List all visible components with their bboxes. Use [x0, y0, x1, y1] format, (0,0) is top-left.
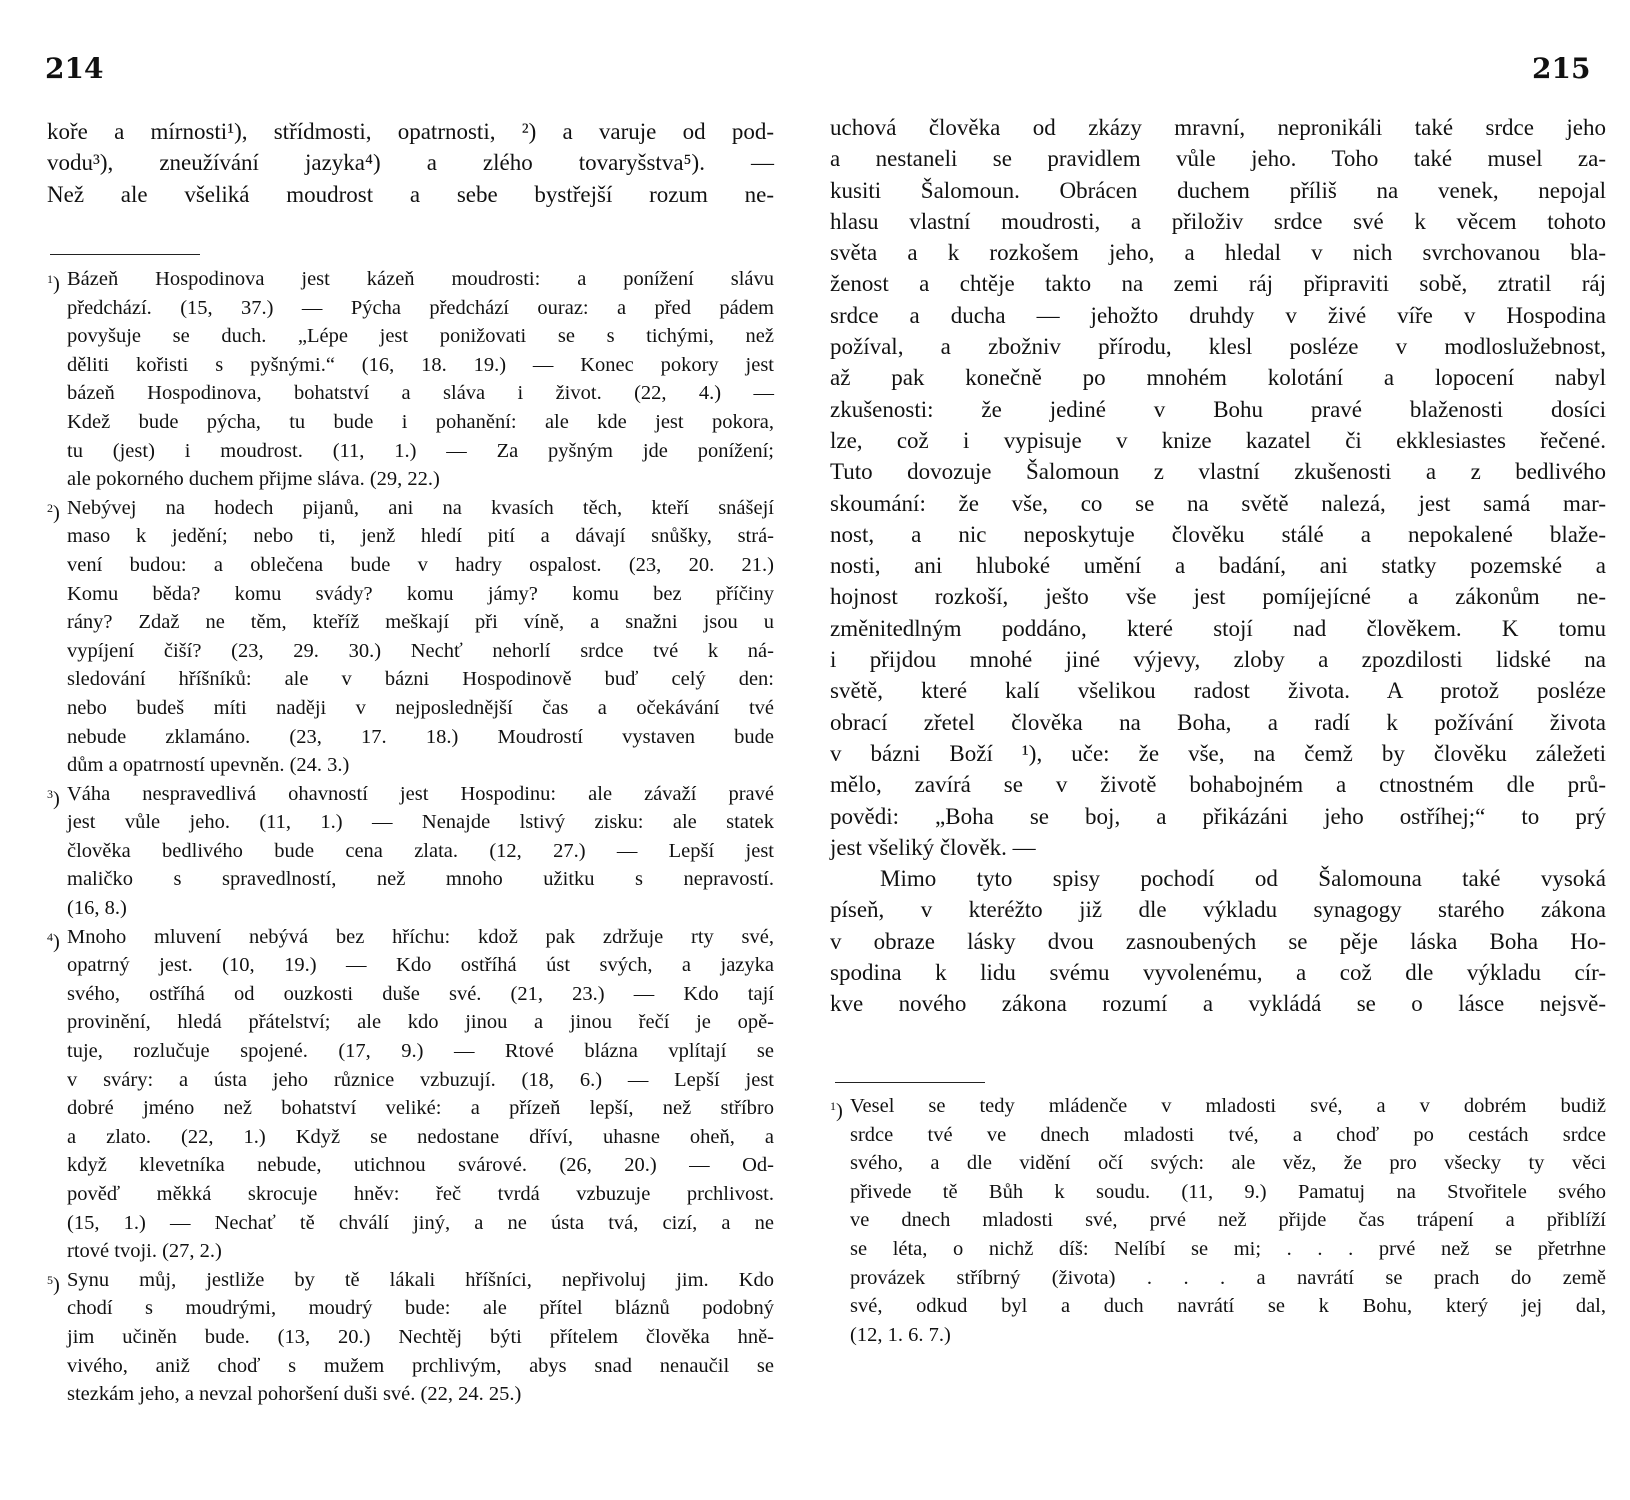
- footnote: [47, 494, 774, 780]
- footnote-line: provázek stříbrný (života) . . . a navrátí se prach do země: [850, 1266, 1606, 1289]
- footnote-marker: $^3$): [47, 786, 60, 810]
- footnote-line: svého, a dle vidění očí svých: ale věz, že pro všecky ty věci: [850, 1152, 1606, 1175]
- footnote-line: svého, ostříhá od ouzkosti duše své. (21, 23.) — Kdo tají: [67, 982, 774, 1005]
- footnote-line: ve dnech mladosti své, prvé než přijde čas trápení a přiblíží: [850, 1209, 1606, 1232]
- text-line: a nestaneli se pravidlem vůle jeho. Toho také musel za-: [830, 146, 1606, 172]
- text-line: světě, které kalí všelikou radost života. A protož posléze: [830, 678, 1606, 704]
- text-line: Než ale všeliká moudrost a sebe bystřejší rozum ne-: [47, 181, 774, 207]
- footnote-line: Nebývej na hodech pijanů, ani na kvasích těch, kteří snášejí: [67, 496, 774, 519]
- footnote-line: chodí s moudrými, moudrý bude: ale přítel bláznů podobný: [67, 1297, 774, 1320]
- footnote: [47, 265, 774, 494]
- text-line: i přijdou mnohé jiné výjevy, zloby a zpozdilosti lidské na: [830, 647, 1606, 673]
- text-line: Mimo tyto spisy pochodí od Šalomouna také vysoká: [880, 866, 1606, 892]
- footnote-marker: $^2$): [47, 500, 60, 524]
- footnote-line: maličko s spravedlností, než mnoho užitku s nepravostí.: [67, 868, 774, 891]
- footnote-line: dobré jméno než bohatství veliké: a přízeň lepší, než stříbro: [67, 1097, 774, 1120]
- footnote-line: vivého, aniž choď s mužem prchlivým, abys snad nenaučil se: [67, 1354, 774, 1377]
- footnote-line: rány? Zdaž ne těm, kteříž meškají při víně, a snažni jsou u: [67, 611, 774, 634]
- text-line: lze, což i vypisuje v knize kazatel či ekklesiastes řečené.: [830, 427, 1606, 453]
- footnote-line: Bázeň Hospodinova jest kázeň moudrosti: a ponížení slávu: [67, 268, 774, 290]
- text-line: skoumání: že vše, co se na světě nalezá, jest samá mar-: [830, 490, 1606, 516]
- text-line: uchová člověka od zkázy mravní, nepronikáli také srdce jeho: [830, 115, 1606, 140]
- text-line: hojnost rozkoší, ješto vše jest pomíjejícné a zákonům ne-: [830, 584, 1606, 610]
- main-text: [830, 112, 1606, 1020]
- text-line: nost, a nic neposkytuje člověku stálé a nepokalené blaže-: [830, 521, 1606, 547]
- footnote-marker: $^4$): [47, 929, 60, 953]
- footnote-line: své, odkud byl a duch navrátí se k Bohu, který jej dal,: [850, 1295, 1606, 1318]
- footnote-line: tuje, rozlučuje spojené. (17, 9.) — Rtové blázna vplítají se: [67, 1040, 774, 1063]
- text-line: jest všeliký člověk. —: [830, 834, 1036, 860]
- footnote-line: nebude zklamáno. (23, 17. 18.) Moudrostí vystaven bude: [67, 725, 774, 748]
- footnote: [47, 780, 774, 923]
- text-line: až pak konečně po mnohém kolotání a lopocení nabyl: [830, 365, 1606, 391]
- footnote-line: jest vůle jeho. (11, 1.) — Nenajde lstivý zisku: ale statek: [67, 811, 774, 834]
- footnotes: [830, 1092, 1606, 1349]
- footnote-separator: [50, 254, 200, 255]
- footnote-line: Váha nespravedlivá ohavností jest Hospodinu: ale závaží pravé: [67, 782, 774, 805]
- main-text: [47, 116, 774, 210]
- text-line: hlasu vlastní moudrosti, a přiloživ srdce své k věcem tohoto: [830, 208, 1606, 234]
- text-line: píseň, v kteréžto již dle výkladu synagogy starého zákona: [830, 897, 1606, 923]
- text-line: kořе a mírnosti¹), střídmosti, opatrnosti, ²) a varuje od pod-: [47, 119, 774, 144]
- text-line: změnitedlným poddáno, které stojí nad člověkem. K tomu: [830, 615, 1606, 641]
- text-line: v obraze lásky dvou zasnoubených se pěje láska Boha Ho-: [830, 928, 1606, 954]
- footnote-line: maso k jedění; nebo ti, jenž hledí pití a dávají snůšky, strá-: [67, 525, 774, 548]
- text-line: ženost a chtěje takto na zemi ráj připraviti sobě, ztratil ráj: [830, 271, 1606, 297]
- footnote-line: Mnoho mluvení nebývá bez hříchu: kdož pak zdržuje rty své,: [67, 925, 774, 948]
- right-page: [815, 0, 1630, 1500]
- text-line: kusiti Šalomoun. Obrácen duchem příliš na venek, nepojal: [830, 177, 1606, 203]
- footnote: [830, 1092, 1606, 1349]
- footnote-line: povyšuje se duch. „Lépe jest ponižovati se s tichými, než: [67, 325, 774, 348]
- page-number: 214: [45, 52, 104, 85]
- footnote-line: Kdež bude pýcha, tu bude i pohanění: ale kde jest pokora,: [67, 410, 774, 433]
- footnote-line: sledování hříšníků: ale v bázni Hospodinově buď celý den:: [67, 668, 774, 691]
- footnote-line: tu (jest) i moudrost. (11, 1.) — Za pyšným jde ponížení;: [67, 439, 774, 462]
- footnote-line: když klevetníka nebude, utichnou svárové. (26, 20.) — Od-: [67, 1154, 774, 1177]
- footnote-line: v sváry: a ústa jeho různice vzbuzují. (18, 6.) — Lepší jest: [67, 1068, 774, 1091]
- footnote-line: (15, 1.) — Nechať tě chválí jiný, a ne ústa tvá, cizí, a ne: [67, 1211, 774, 1234]
- footnote-line: jim učiněn bude. (13, 20.) Nechtěj býti přítelem člověka hně-: [67, 1325, 774, 1348]
- footnote-marker: $^1$): [830, 1099, 843, 1122]
- footnote-line: bázeň Hospodinova, bohatství a sláva i život. (22, 4.) —: [67, 382, 774, 405]
- text-line: požíval, a zbožniv přírodu, klesl posléze v modloslužebnost,: [830, 334, 1606, 360]
- footnote-line: Synu můj, jestliže by tě lákali hříšníci, nepřivoluj jim. Kdo: [67, 1268, 774, 1291]
- footnote-line: pověď měkká skrocuje hněv: řeč tvrdá vzbuzuje prchlivost.: [67, 1183, 774, 1205]
- footnote-line: a zlato. (22, 1.) Když se nedostane dříví, uhasne oheň, a: [67, 1125, 774, 1148]
- footnote: [47, 1266, 774, 1409]
- text-line: nosti, ani hluboké umění a badání, ani statky pozemské a: [830, 553, 1606, 579]
- text-line: kve nového zákona rozumí a vykládá se o lásce nejsvě-: [830, 991, 1606, 1017]
- footnote-line: člověka bedlivého bude cena zlata. (12, 27.) — Lepší jest: [67, 839, 774, 862]
- footnote-line: dům a opatrností upevněn. (24. 3.): [67, 754, 350, 777]
- page-number: 215: [1532, 52, 1591, 85]
- text-line: spodina k lidu svému vyvolenému, a což dle výkladu cír-: [830, 960, 1606, 986]
- footnote-line: vení budou: a oblečena bude v hadry ospalost. (23, 20. 21.): [67, 553, 774, 576]
- text-line: světa a k rozkošem jeho, a hledal v nich svrchovanou bla-: [830, 240, 1606, 266]
- footnote-line: přivede tě Bůh k soudu. (11, 9.) Pamatuj na Stvořitele svého: [850, 1180, 1606, 1203]
- footnote-line: ale pokorného duchem přijme sláva. (29, 22.): [67, 468, 440, 491]
- text-line: povědi: „Boha se boj, a přikázáni jeho ostříhej;“ to prý: [830, 803, 1606, 829]
- footnote-line: předchází. (15, 37.) — Pýcha předchází ouraz: a před pádem: [67, 296, 774, 319]
- footnote-line: provinění, hledá přátelství; ale kdo jinou a jinou řečí je opě-: [67, 1011, 774, 1034]
- text-line: vodu³), zneužívání jazyka⁴) a zlého tovaryšstva⁵). —: [47, 150, 774, 176]
- footnote-line: děliti kořisti s pyšnými.“ (16, 18. 19.) — Konec pokory jest: [67, 353, 774, 376]
- text-line: zkušenosti: že jediné v Bohu pravé blaženosti dosíci: [830, 396, 1606, 422]
- footnote: [47, 923, 774, 1266]
- footnote-marker: $^5$): [47, 1272, 60, 1296]
- footnote-line: stezkám jeho, a nevzal pohoršení duši své. (22, 24. 25.): [67, 1383, 522, 1406]
- footnote-marker: $^1$): [47, 272, 60, 295]
- footnote-line: vypíjení čiší? (23, 29. 30.) Nechť nehorlí srdce tvé k ná-: [67, 639, 774, 662]
- footnote-line: (16, 8.): [67, 897, 127, 920]
- footnote-line: Vesel se tedy mládenče v mladosti své, a v dobrém budiž: [850, 1095, 1606, 1117]
- footnote-line: Komu běda? komu svády? komu jámy? komu bez příčiny: [67, 582, 774, 605]
- footnote-line: se léta, o nichž díš: Nelíbí se mi; . . . prvé než se přetrhne: [850, 1237, 1606, 1260]
- text-line: Tuto dovozuje Šalomoun z vlastní zkušenosti a z bedlivého: [830, 459, 1606, 485]
- text-line: obrací zřetel člověka na Boha, a radí k požívání života: [830, 709, 1606, 735]
- footnote-line: nebo budeš míti naději v nejposlednější čas a očekávání tvé: [67, 696, 774, 719]
- text-line: v bázni Boží ¹), uče: že vše, na čemž by člověku záležeti: [830, 740, 1606, 766]
- footnote-line: rtové tvoji. (27, 2.): [67, 1240, 222, 1263]
- footnote-line: (12, 1. 6. 7.): [850, 1323, 951, 1346]
- text-line: srdce a ducha — jehožto druhdy v živé víře v Hospodina: [830, 302, 1606, 328]
- footnote-separator: [835, 1082, 985, 1083]
- text-line: mělo, zavírá se v životě bohabojném a ctnostném dle prů-: [830, 772, 1606, 798]
- footnote-line: opatrný jest. (10, 19.) — Kdo ostříhá úst svých, a jazyka: [67, 954, 774, 977]
- footnote-line: srdce tvé ve dnech mladosti tvé, a choď po cestách srdce: [850, 1123, 1606, 1146]
- footnotes: [47, 265, 774, 1409]
